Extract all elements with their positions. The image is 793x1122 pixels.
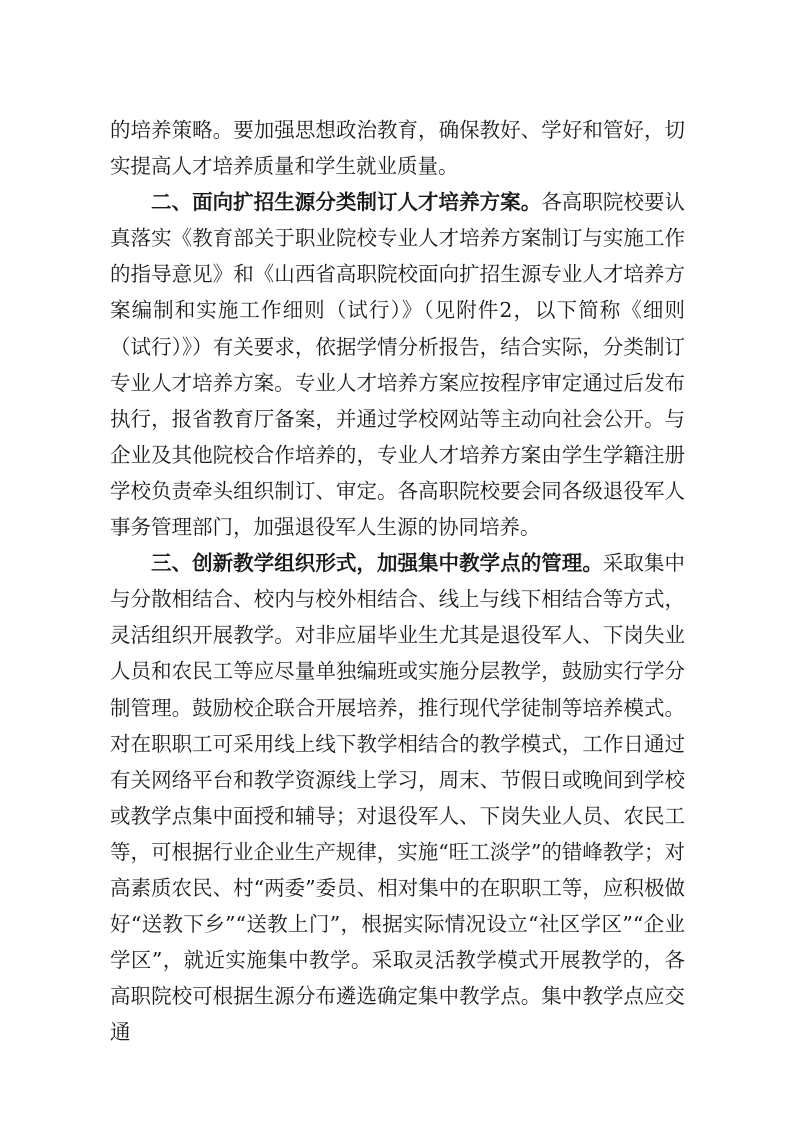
section-two-text: 各高职院校要认真落实《教育部关于职业院校专业人才培养方案制订与实施工作的指导意见》和《山西省高职院校面向扩招生源专业人才培养方案编制和实施工作细则（试行）》（见附件2，以下简称《细则（试行）》）有关要求，依据学情分析报告，结合实际，分类制订专业人才培养方案。专业人才培养方案应按程序审定通过后发布执行，报省教育厅备案，并通过学校网站等主动向社会公开。与企业及其他院校合作培养的，专业人才培养方案由学生学籍注册学校负责牵头组织制订、审定。各高职院校要会同各级退役军人事务管理部门，加强退役军人生源的协同培养。 xyxy=(110,190,686,540)
paragraph-section-three xyxy=(110,545,685,1050)
paragraph-text: 的培养策略。要加强思想政治教育，确保教好、学好和管好，切实提高人才培养质量和学生就业质量。 xyxy=(110,118,685,179)
section-three-heading: 三、创新教学组织形式，加强集中教学点的管理。 xyxy=(151,551,603,576)
section-two-heading: 二、面向扩招生源分类制订人才培养方案。 xyxy=(151,190,542,215)
paragraph-section-two xyxy=(110,184,685,545)
paragraph-training-strategy xyxy=(110,112,685,184)
section-three-text: 采取集中与分散相结合、校内与校外相结合、线上与线下相结合等方式，灵活组织开展教学。对非应届毕业生尤其是退役军人、下岗失业人员和农民工等应尽量单独编班或实施分层教学，鼓励实行学分制管理。鼓励校企联合开展培养，推行现代学徒制等培养模式。对在职职工可采用线上线下教学相结合的教学模式，工作日通过有关网络平台和教学资源线上学习，周末、节假日或晚间到学校或教学点集中面授和辅导；对退役军人、下岗失业人员、农民工等，可根据行业企业生产规律，实施“旺工淡学”的错峰教学；对高素质农民、村“两委”委员、相对集中的在职职工等，应积极做好“送教下乡”“送教上门”，根据实际情况设立“社区学区”“企业学区”，就近实施集中教学。采取灵活教学模式开展教学的，各高职院校可根据生源分布遴选确定集中教学点。集中教学点应交通 xyxy=(110,551,686,1045)
document-body xyxy=(110,112,685,1050)
